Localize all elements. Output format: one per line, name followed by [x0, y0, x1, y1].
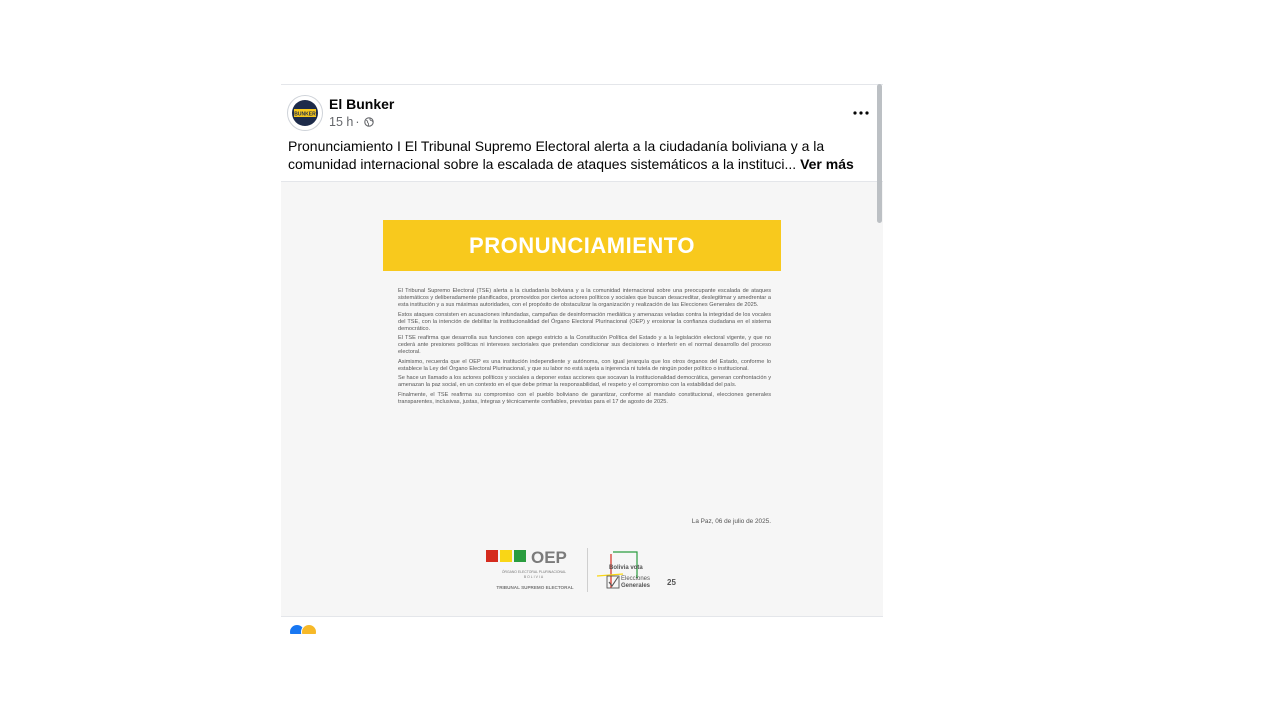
institutional-logos	[481, 548, 691, 598]
oep-subtitle: ÓRGANO ELECTORAL PLURINACIONAL	[501, 570, 567, 574]
bottom-divider	[281, 616, 883, 617]
statement-date: La Paz, 06 de julio de 2025.	[691, 518, 771, 525]
statement-paragraph: Se hace un llamado a los actores políticos y sociales a deponer estas acciones que socavan la institucionalidad democrática, generan confrontación y amenazan la paz social, en un contexto en el que debe primar la responsabilidad, el respeto y el compromiso con la estabilidad del país.	[398, 375, 771, 389]
statement-paragraph: Estos ataques consisten en acusaciones infundadas, campañas de desinformación mediática y amenazas veladas contra la integridad de los vocales del TSE, con la intención de debilitar la institucionalidad del Órgano Electoral Plurinacional (OEP) y erosionar la confianza ciudadana en el sistema democrático.	[398, 311, 771, 332]
haha-reaction-icon	[301, 624, 317, 634]
bunker-logo	[292, 100, 318, 126]
elecciones-generales-text	[621, 576, 650, 589]
elecciones-line: Elecciones	[621, 576, 651, 582]
more-options-button[interactable]	[853, 103, 869, 115]
avatar[interactable]	[287, 95, 323, 131]
oep-logo-blocks	[486, 550, 526, 562]
avatar-text: BUNKER	[294, 111, 316, 118]
generales-line: Generales	[621, 582, 651, 589]
oep-logo-text: OEP	[531, 548, 567, 567]
post-image[interactable]	[281, 182, 883, 616]
oep-green-block	[514, 550, 526, 562]
statement-paragraph: Asimismo, recuerda que el OEP es una institución independiente y autónoma, con igual jerarquía que los otros órganos del Estado, conforme lo establece la Ley del Órgano Electoral Plurinacional, y que su labor no está sujeta a injerencia ni tutela de ningún poder político o institucional.	[398, 358, 771, 372]
oep-country: BOLIVIA	[523, 575, 545, 579]
statement-paragraph: El Tribunal Supremo Electoral (TSE) alerta a la ciudadanía boliviana y a la comunidad internacional sobre una preocupante escalada de ataques sistemáticos y deliberadamente planificados, promovidos por ciertos actores políticos y sociales que buscan desacreditar, deslegitimar y amedrentar a esta institución y a sus máximas autoridades, con el propósito de obstaculizar la organización y realización de las Elecciones Generales de 2025.	[398, 288, 771, 309]
post-author[interactable]: El Bunker	[329, 96, 395, 112]
scrollbar[interactable]	[877, 84, 882, 223]
bunker-logo-icon	[294, 106, 316, 120]
facebook-post	[281, 84, 883, 634]
statement-paragraph: El TSE reafirma que desarrolla sus funciones con apego estricto a la Constitución Política del Estado y a la legislación electoral vigente, y que no cederá ante presiones políticas ni intereses sectoriales que pretendan condicionar sus decisiones o interferir en el normal desarrollo del proceso electoral.	[398, 335, 771, 356]
oep-red-block	[486, 550, 498, 562]
elecciones-year: 25	[667, 578, 676, 587]
more-horizontal-icon	[853, 111, 869, 115]
statement-body	[398, 288, 771, 408]
banner-title: PRONUNCIAMIENTO	[469, 232, 695, 258]
post-text	[288, 137, 868, 173]
bolivia-vota-text: Bolivia vota	[609, 565, 643, 571]
see-more-link[interactable]: Ver más	[800, 156, 854, 172]
reaction-icons[interactable]	[289, 624, 317, 634]
post-time[interactable]: 15 h	[329, 115, 354, 129]
oep-yellow-block	[500, 550, 512, 562]
meta-separator: ·	[355, 115, 360, 129]
logo-separator	[587, 548, 588, 592]
globe-icon	[364, 117, 374, 127]
post-body: Pronunciamiento I El Tribunal Supremo Electoral alerta a la ciudadanía boliviana y a la comunidad internacional sobre la escalada de ataques sistemáticos a la instituci...	[288, 138, 825, 172]
statement-paragraph: Finalmente, el TSE reafirma su compromiso con el pueblo boliviano de garantizar, conforme al mandato constitucional, elecciones generales transparentes, inclusivas, justas, íntegras y técnicamente confiables, previstas para el 17 de agosto de 2025.	[398, 391, 771, 405]
post-header	[281, 85, 883, 141]
post-meta	[329, 115, 374, 129]
tse-logo-text: TRIBUNAL SUPREMO ELECTORAL	[496, 585, 574, 590]
pronunciamiento-banner	[383, 220, 781, 271]
